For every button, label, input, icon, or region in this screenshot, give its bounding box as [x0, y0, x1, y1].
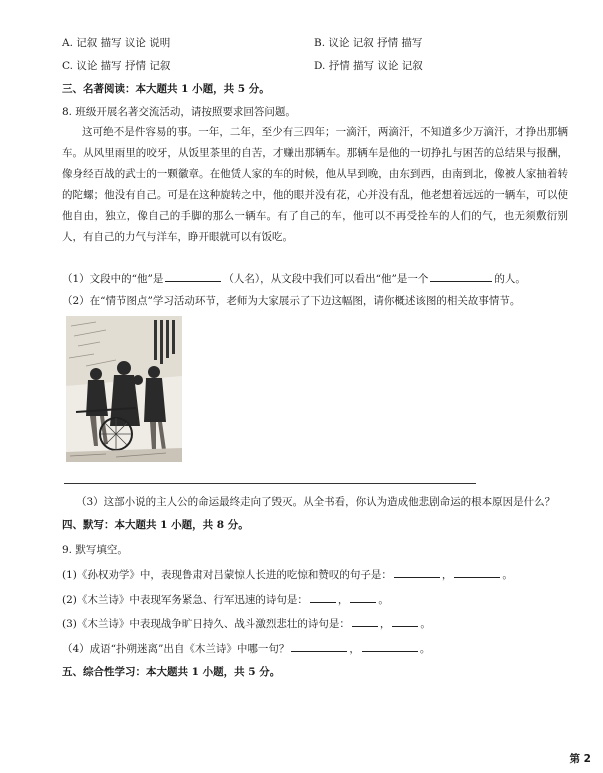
q9-2-blank-1[interactable] [310, 592, 336, 603]
q9-3-blank-1[interactable] [352, 616, 378, 627]
q9-2-text: (2)《木兰诗》中表现军务紧急、行军迅速的诗句是： [62, 594, 308, 606]
q8-1-blank-name[interactable] [165, 271, 221, 282]
q8-1-text-a: （1）文段中的“他”是 [62, 273, 164, 285]
q9-3-text: (3)《木兰诗》中表现战争旷日持久、战斗激烈悲壮的诗句是： [62, 618, 350, 630]
question-9-stem: 9. 默写填空。 [62, 544, 128, 556]
q9-2-blank-2[interactable] [350, 592, 376, 603]
page-number: 第 2 [569, 753, 591, 765]
question-9-1: (1)《孙权劝学》中，表现鲁肃对吕蒙惊人长进的吃惊和赞叹的句子是： ， 。 [62, 569, 513, 581]
q9-4-text: （4）成语“扑朔迷离”出自《木兰诗》中哪一句？ [62, 643, 290, 655]
q8-1-blank-trait[interactable] [430, 271, 492, 282]
q8-1-text-c: 的人。 [494, 273, 526, 285]
option-a: A. 记叙 描写 议论 说明 [62, 37, 171, 49]
q9-1-blank-2[interactable] [454, 567, 500, 578]
story-illustration [66, 316, 182, 462]
question-8-stem: 8. 班级开展名著交流活动，请按照要求回答问题。 [62, 106, 296, 118]
option-d: D. 抒情 描写 议论 记叙 [314, 60, 423, 72]
option-c: C. 议论 描写 抒情 记叙 [62, 60, 171, 72]
question-8-3: （3）这部小说的主人公的命运最终走向了毁灭。从全书看，你认为造成他悲剧命运的根本原因是什么？ [76, 496, 556, 508]
passage-text: 这可绝不是件容易的事。一年，二年，至少有三四年；一滴汗，两滴汗，不知道多少万滴汗，才挣出那辆车。从风里雨里的咬牙，从饭里茶里的自苦，才赚出那辆车。那辆车是他的一切挣扎与困苦的总结果与报酬，像身经百战的武士的一颗徽章。在他赁人家的车的时候，他从早到晚，由东到西，由南到北，像被人家抽着转的陀螺；他没有自己。可是在这种旋转之中，他的眼并没有花，心并没有乱，他老想着远远的一辆车，可以使他自由，独立，像自己的手脚的那么一辆车。有了自己的车，他可以不再受拴车的人们的气，也无须敷衍别人，有自己的力气与洋车，睁开眼就可以有饭吃。 [62, 126, 568, 243]
q9-3-blank-2[interactable] [392, 616, 418, 627]
question-9-2: (2)《木兰诗》中表现军务紧急、行军迅速的诗句是： ， 。 [62, 594, 389, 606]
q9-1-blank-1[interactable] [394, 567, 440, 578]
question-8-2: （2）在“情节图点”学习活动环节，老师为大家展示了下边这幅图，请你概述该图的相关故事情节。 [62, 295, 521, 307]
question-9-4: （4）成语“扑朔迷离”出自《木兰诗》中哪一句？ ， 。 [62, 643, 431, 655]
section-4-heading: 四、默写：本大题共 1 小题，共 8 分。 [62, 519, 249, 531]
novel-passage [62, 122, 568, 248]
q9-4-blank-1[interactable] [291, 641, 347, 652]
answer-line[interactable] [64, 483, 476, 484]
section-3-heading: 三、名著阅读：本大题共 1 小题，共 5 分。 [62, 83, 270, 95]
q9-4-blank-2[interactable] [362, 641, 418, 652]
section-5-heading: 五、综合性学习：本大题共 1 小题，共 5 分。 [62, 666, 281, 678]
q8-1-text-b: （人名），从文段中我们可以看出“他”是一个 [223, 273, 429, 285]
option-b: B. 议论 记叙 抒情 描写 [314, 37, 423, 49]
q9-1-text: (1)《孙权劝学》中，表现鲁肃对吕蒙惊人长进的吃惊和赞叹的句子是： [62, 569, 392, 581]
question-8-1 [62, 271, 526, 286]
question-9-3: (3)《木兰诗》中表现战争旷日持久、战斗激烈悲壮的诗句是： ， 。 [62, 618, 431, 630]
illustration-drawing [66, 316, 182, 462]
